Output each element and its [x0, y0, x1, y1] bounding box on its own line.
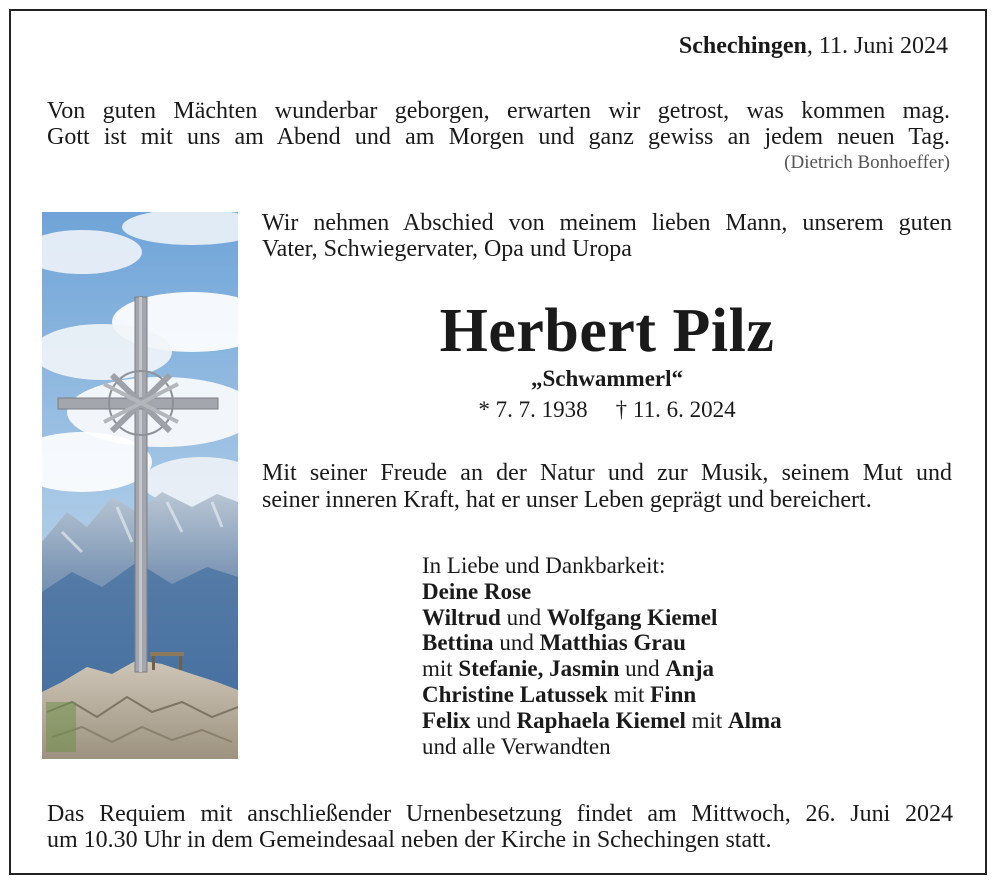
mourner-name: Alma — [728, 707, 782, 733]
mourner-relatives: und alle Verwandten — [422, 733, 611, 759]
mourner-name: Wolfgang Kiemel — [546, 604, 718, 630]
tribute-text — [262, 460, 952, 514]
motto-source: (Dietrich Bonhoeffer) — [784, 152, 950, 173]
mourner-row — [422, 682, 942, 708]
intro-line-1: Wir nehmen Abschied von meinem lieben Mann, unserem guten — [262, 210, 952, 236]
mourner-name: Matthias Grau — [539, 630, 686, 656]
mourner-row — [422, 656, 942, 682]
mourner-name: Felix — [422, 707, 471, 733]
birth-date: * 7. 7. 1938 — [478, 397, 588, 422]
place: Schechingen — [678, 33, 807, 59]
deceased-nickname: „Schwammerl“ — [530, 366, 684, 391]
mourner-name: Finn — [650, 681, 697, 707]
mourner-row — [422, 630, 942, 656]
requiem-line-2: um 10.30 Uhr in dem Gemeindesaal neben der Kirche in Schechingen statt. — [47, 827, 772, 853]
life-dates — [262, 397, 952, 423]
motto-line-2: Gott ist mit uns am Abend und am Morgen und ganz gewiss an jedem neuen Tag. — [47, 124, 950, 150]
intro-line-2: Vater, Schwiegervater, Opa und Uropa — [262, 236, 632, 262]
requiem-line-1: Das Requiem mit anschließender Urnenbesetzung findet am Mittwoch, 26. Juni 2024 — [47, 801, 953, 827]
mourner-name: Raphaela Kiemel — [516, 707, 686, 733]
mourner-name: Christine Latussek — [422, 681, 608, 707]
deceased-name: Herbert Pilz — [439, 297, 775, 365]
date: , 11. Juni 2024 — [806, 33, 948, 59]
mourner-connector: mit — [422, 656, 459, 682]
mourner-name: Wiltrud — [422, 604, 501, 630]
motto-quote — [47, 98, 950, 176]
mourner-name: Stefanie, Jasmin — [458, 656, 620, 682]
mourner-connector: und — [500, 604, 547, 630]
place-date — [600, 32, 948, 60]
mourner-name: Bettina — [422, 630, 494, 656]
mourner-name: Deine Rose — [422, 578, 532, 604]
mourner-row — [422, 734, 942, 760]
mourner-connector: und — [470, 707, 517, 733]
requiem-notice — [47, 801, 953, 853]
tribute-line-2: seiner inneren Kraft, hat er unser Leben geprägt und bereichert. — [262, 487, 872, 513]
mourner-connector: mit — [685, 707, 729, 733]
death-date: † 11. 6. 2024 — [615, 397, 736, 422]
intro-text — [262, 210, 952, 262]
mourner-row — [422, 605, 942, 631]
mourner-connector: und — [493, 630, 540, 656]
mourners-list — [422, 553, 942, 759]
mourners-heading: In Liebe und Dankbarkeit: — [422, 553, 666, 578]
motto-line-1: Von guten Mächten wunderbar geborgen, erwarten wir getrost, was kommen mag. — [47, 98, 950, 124]
mourner-name: Anja — [665, 656, 714, 682]
mourner-connector: und — [619, 656, 666, 682]
mourner-row — [422, 579, 942, 605]
mourner-row — [422, 708, 942, 734]
tribute-line-1: Mit seiner Freude an der Natur und zur Musik, seinem Mut und — [262, 460, 952, 486]
mourner-connector: mit — [607, 681, 651, 707]
summit-cross-photo — [42, 212, 238, 759]
